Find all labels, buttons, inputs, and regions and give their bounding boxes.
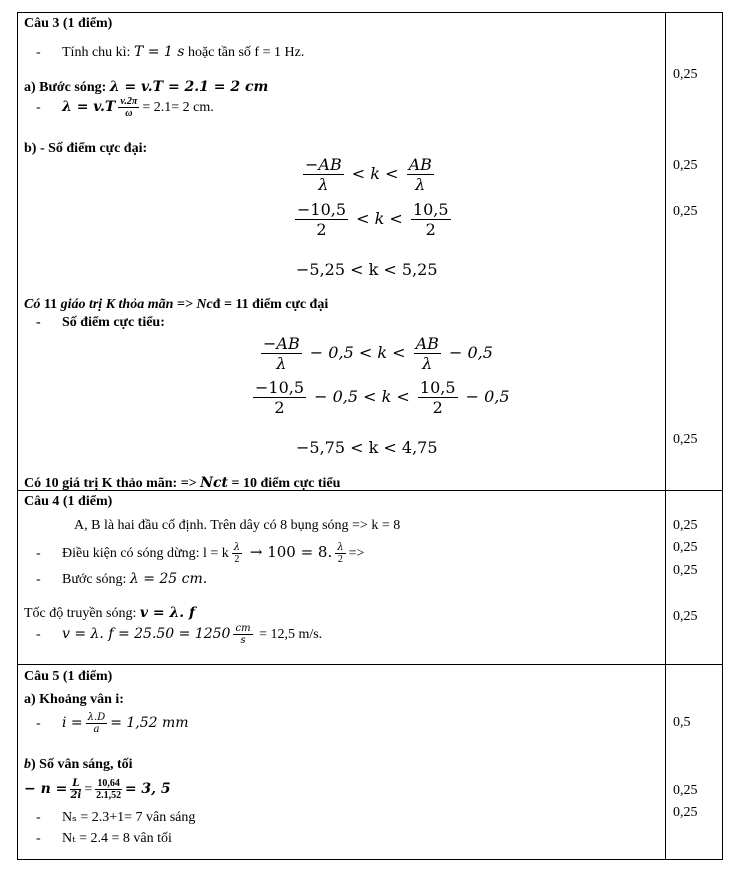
q3-ineq2-num1: −10,5 [297,200,347,219]
q3-ineq1-num2: AB [408,155,432,174]
q5-ns: Nₛ = 2.3+1= 7 vân sáng [62,810,196,825]
q3-ineq3: −5,25 < k < 5,25 [296,260,438,279]
q3-ineq4-num1: −AB [263,334,300,353]
q3-score-2: 0,25 [673,158,698,173]
q3-ineq2-num2: 10,5 [412,200,449,219]
q5-nt: Nₜ = 2.4 = 8 vân tối [62,831,172,846]
table-top-border [17,12,723,13]
q3-min-result-c: = 10 điểm cực tiểu [227,476,341,491]
table-left-border [17,12,18,860]
q4-line2-frac2-num: λ [337,542,344,554]
q3-max-result-f: = 11 điểm cực đại [220,297,329,312]
q3-ineq4-num2: AB [415,334,439,353]
q3-max-result [24,297,328,313]
q4-speed-math: v = λ. f [139,605,196,621]
q3-min-label: Số điểm cực tiểu: [62,315,165,330]
q4-speed-calc: - v = λ. f = 25.50 = 1250 $\frac{cm}{s}$ = 12,5 m/s. [36,623,323,647]
q5-a-frac-num: λ.D [87,712,106,724]
q3-score-4: 0,25 [673,432,698,447]
q4-line3-a: Bước sóng: [62,572,130,587]
q3-ineq2-den2: 2 [425,220,436,239]
q3-ineq5-den1: 2 [274,398,285,417]
q5-nt-line: - Nₜ = 2.4 = 8 vân tối [36,831,172,846]
q3-ineq1 [300,155,437,194]
q3-min-result [24,475,340,492]
q4-line2: - Điều kiện có sóng dừng: l = k $\frac{\lambda}{2}$ → 100 = 8. $\frac{\lambda}{2}$ => [36,542,365,566]
q4-speed-calc-a: v = λ. f = 25.50 = 1250 [62,626,231,642]
q4-line3: - Bước sóng: λ = 25 cm. [36,571,208,587]
q4-speed-calc-b: = 12,5 m/s. [255,627,323,642]
q5-a-label: a) Khoảng vân i: [24,692,124,707]
q5-b-label-b: ) Số vân sáng, tối [31,757,133,772]
q3-a2-frac-den: ω [125,108,133,120]
q3-a-math: λ = v.T = 2.1 = 2 cm [109,79,269,95]
q3-ineq4-den2: λ [422,354,433,373]
q5-n-rest: = 3, 5 [124,781,171,797]
q4-line3-math: λ = 25 cm. [129,571,208,587]
q5-b-label [24,757,133,773]
q5-score-2: 0,25 [673,783,698,798]
q3-max-result-e: đ [212,297,221,312]
q3-a2-frac-num: v.2π [120,96,138,108]
q3-ineq2 [292,200,454,239]
row-divider-q4-q5 [17,664,723,665]
q5-b-label-a: b [24,757,31,772]
q3-ineq5-tail: − 0,5 [460,387,510,406]
table-right-border [722,12,723,860]
q5-ns-line: - Nₛ = 2.3+1= 7 vân sáng [36,810,196,825]
q3-a-label: a) Bước sóng: [24,80,110,95]
q3-b-label: b) - Số điểm cực đại: [24,141,148,156]
q3-period-rest: hoặc tần số f = 1 Hz. [184,45,305,60]
q3-ineq2-den1: 2 [316,220,327,239]
q3-min-result-b: Nct [200,475,228,491]
q4-speed-label: Tốc độ truyền sóng: [24,606,140,621]
q3-max-result-d: K thỏa mãn => Nc [105,297,213,312]
q5-n-lhs: − n = [24,781,68,797]
q3-ineq4-tail: − 0,5 [443,343,493,362]
q5-n-frac2-num: 10,64 [97,778,120,790]
q4-line2-frac-num: λ [233,542,241,554]
q3-ineq4 [258,334,493,373]
q3-period-line: - Tính chu kì: T = 1 s hoặc tần số f = 1 Hz. [36,44,305,60]
q4-speed-label-line [24,605,195,622]
q3-min-result-a: Có 10 giá trị K thảo mãn: => [24,476,201,491]
q5-score-3: 0,25 [673,805,698,820]
q3-ineq1-den2: λ [415,175,426,194]
q4-speed-frac-num: cm [235,623,251,635]
q5-score-1: 0,5 [673,715,691,730]
q3-score-1: 0,25 [673,67,698,82]
q4-score-3: 0,25 [673,563,698,578]
q5-a-frac-den: a [93,724,100,736]
q3-ineq6: −5,75 < k < 4,75 [296,438,438,457]
q5-a-rest: = 1,52 mm [110,715,189,731]
q3-ineq5-den2: 2 [432,398,443,417]
q3-max-result-a: Có [24,297,44,312]
q3-score-3: 0,25 [673,204,698,219]
q3-ineq1-den1: λ [318,175,329,194]
q4-speed-frac-den: s [240,635,246,647]
q3-max-result-b: 11 [43,297,58,312]
q4-line1: A, B là hai đầu cố định. Trên dây có 8 bụng sóng => k = 8 [74,518,401,533]
q5-title: Câu 5 (1 điểm) [24,669,113,684]
q3-a2-rest: = 2.1= 2 cm. [142,100,214,115]
q3-a2-fraction [118,96,139,119]
q3-ineq5 [250,378,510,417]
q3-max-result-c: giáo trị [57,297,106,312]
q3-a2-line: - λ = v.T $\frac{v.2\pi}{\omega}$ = 2.1= 2 cm. [36,96,214,120]
q4-line2-b: → 100 = 8. [245,543,333,561]
q3-period-math: T = 1 s [133,44,185,60]
q4-line2-frac2-den: 2 [337,554,343,566]
q3-period-text: Tính chu kì: [62,45,134,60]
q5-n-formula: − n = $\frac{L}{2i}$ = $\frac{10,64}{2.1,52}$ = 3, 5 [24,778,171,802]
q5-a-lhs: i = [62,715,83,731]
q4-line2-a: Điều kiện có sóng dừng: l = k [62,546,229,561]
q3-ineq5-num1: −10,5 [255,378,305,397]
q5-a-formula: - i = $\frac{\lambda.D}{a}$ = 1,52 mm [36,712,189,736]
q3-min-label-line: - Số điểm cực tiểu: [36,315,165,330]
table-bottom-border [17,859,723,860]
q3-ineq4-den1: λ [276,354,287,373]
q3-ineq4-mid: − 0,5 < k < [304,343,411,362]
q3-ineq1-num1: −AB [305,155,342,174]
q4-line2-frac-den: 2 [234,554,240,566]
q4-score-2: 0,25 [673,540,698,555]
score-column-divider [665,12,666,860]
q5-n-frac1-den: 2i [70,790,82,802]
q4-score-1: 0,25 [673,518,698,533]
q3-ineq2-mid: < k < [351,209,408,228]
q3-a2-lhs: λ = v.T [62,99,116,115]
q3-ineq5-mid: − 0,5 < k < [309,387,415,406]
q5-n-frac1-num: L [72,778,80,790]
q4-title: Câu 4 (1 điểm) [24,494,113,509]
q5-n-frac2-den: 2.1,52 [96,790,122,802]
q3-a-line [24,79,268,96]
q4-line2-c: => [348,546,365,561]
q3-ineq5-num2: 10,5 [419,378,456,397]
q4-score-4: 0,25 [673,609,698,624]
q3-ineq1-mid: < k < [346,164,404,183]
q3-title: Câu 3 (1 điểm) [24,16,113,31]
